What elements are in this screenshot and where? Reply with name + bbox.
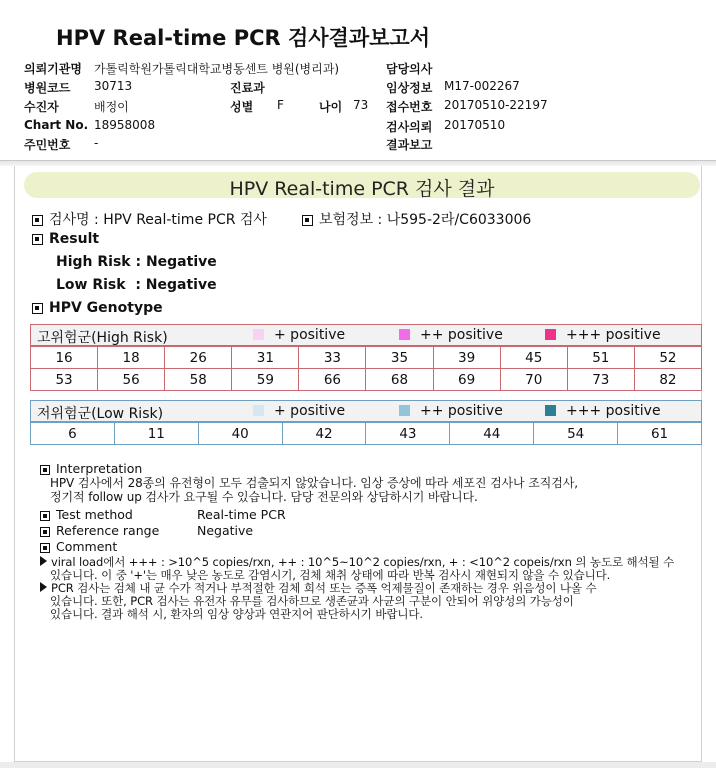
interpretation-line: 정기적 follow up 검사가 요구될 수 있습니다. 담당 전문의와 상담하시기 바랍니다. [50,490,478,504]
age-label: 나이 [319,100,343,114]
legend-swatch [253,405,264,416]
high-risk-caption: 고위험군(High Risk) [37,330,168,346]
comment-line: 있습니다. 결과 해석 시, 환자의 임상 양상과 연관지어 판단하시기 바랍니다. [50,607,423,621]
recipient-value: 배정이 [94,100,129,114]
bullet-square-icon [40,527,50,537]
triangle-bullet-icon [40,556,47,566]
comment-line: 있습니다. 이 중 '+'는 매우 낮은 농도로 감염시기, 검체 채취 상태에 따라 반복 검사시 재현되지 않을 수 있습니다. [50,568,611,582]
comment-text: PCR 검사는 검체 내 균 수가 적거나 부적절한 검체 희석 또는 증폭 억제물질이 존재하는 경우 위음성이 나올 수 [51,581,597,595]
genotype-cell: 16 [31,347,98,369]
triangle-bullet-icon [40,582,47,592]
genotype-cell: 26 [165,347,232,369]
high-legend-plus [253,327,345,343]
bullet-square-icon [302,215,313,226]
request-label: 검사의뢰 [386,120,433,134]
report-header [0,0,716,160]
dept-label: 진료과 [230,81,265,95]
legend-swatch [545,405,556,416]
genotype-cell: 58 [165,369,232,391]
low-risk-caption: 저위험군(Low Risk) [37,406,164,422]
legend-swatch [399,405,410,416]
low-risk-result: Low Risk : Negative [56,277,217,293]
high-legend-plus2 [399,327,503,343]
bullet-square-icon [40,465,50,475]
genotype-cell: 40 [198,423,282,445]
code-label: 병원코드 [24,81,71,95]
high-legend-plus3 [545,327,661,343]
banner-title: HPV Real-time PCR 검사 결과 [229,178,495,200]
interpretation-heading [40,461,142,476]
test-name-value: HPV Real-time PCR 검사 [103,212,267,228]
age-value: 73 [353,98,369,112]
request-value: 20170510 [444,118,506,132]
genotype-cell: 66 [299,369,366,391]
comment-line: 있습니다. 또한, PCR 검사는 유전자 유무를 검사하므로 생존균과 사균의 구분이 안되어 위양성의 가능성이 [50,594,574,608]
genotype-cell: 54 [534,423,618,445]
genotype-cell: 43 [366,423,450,445]
result-heading-text: Result [49,231,100,247]
sex-value: F [277,98,284,112]
receipt-value: 20170510-22197 [444,98,548,112]
hospital-label: 의뢰기관명 [24,62,82,76]
genotype-cell: 31 [232,347,299,369]
high-risk-header [30,324,702,346]
genotype-cell: 42 [282,423,366,445]
genotype-cell: 33 [299,347,366,369]
doctor-label: 담당의사 [386,62,433,76]
test-name-line [32,209,267,229]
result-report-label: 결과보고 [386,138,433,152]
genotype-cell: 82 [634,369,701,391]
genotype-heading-text: HPV Genotype [49,300,163,316]
genotype-cell: 11 [114,423,198,445]
receipt-label: 접수번호 [386,100,433,114]
genotype-cell: 53 [31,369,98,391]
high-risk-table [30,346,702,391]
bullet-square-icon [32,215,43,226]
code-value: 30713 [94,79,133,93]
insurance-value: 나595-2라/C6033006 [386,212,532,228]
legend-label: +++ positive [566,403,661,419]
genotype-heading [32,300,163,316]
low-legend-plus [253,403,345,419]
comment-heading-text: Comment [56,539,118,554]
genotype-cell: 44 [450,423,534,445]
chart-value: 18958008 [94,118,156,132]
low-risk-table [30,422,702,445]
legend-swatch [545,329,556,340]
genotype-cell: 59 [232,369,299,391]
table-row [31,347,702,369]
insurance-line [302,209,531,229]
table-row [31,423,702,445]
genotype-cell: 18 [98,347,165,369]
low-legend-plus3 [545,403,661,419]
genotype-cell: 39 [433,347,500,369]
sex-label: 성별 [230,100,254,114]
result-banner [24,172,700,198]
genotype-cell: 69 [433,369,500,391]
genotype-cell: 56 [98,369,165,391]
report-title: HPV Real-time PCR 검사결과보고서 [56,26,430,50]
test-name-label: 검사명 : [49,212,99,228]
comment-text: viral load에서 +++ : >10^5 copies/rxn, ++ : 10^5~10^2 copies/rxn, + : <10^2 copeis/rxn 의 농도로 해석될 수 [51,555,675,569]
hospital-value: 가톨릭학원가톨릭대학교병동센트 병원(병리과) [94,62,340,76]
interpretation-heading-text: Interpretation [56,461,143,476]
low-risk-header [30,400,702,422]
high-risk-result: High Risk : Negative [56,254,217,270]
legend-label: ++ positive [420,403,503,419]
genotype-cell: 68 [366,369,433,391]
genotype-cell: 51 [567,347,634,369]
bullet-square-icon [32,234,43,245]
reference-value: Negative [197,523,254,538]
method-label: Test method [56,507,133,522]
bullet-square-icon [32,303,43,314]
reference-range-line [40,523,254,538]
genotype-cell: 45 [500,347,567,369]
genotype-cell: 61 [618,423,702,445]
genotype-cell: 70 [500,369,567,391]
rrn-label: 주민번호 [24,138,71,152]
genotype-cell: 6 [31,423,115,445]
result-heading [32,231,99,247]
legend-label: ++ positive [420,327,503,343]
reference-label: Reference range [56,523,160,538]
legend-label: + positive [274,327,346,343]
comment-heading [40,539,117,554]
bullet-square-icon [40,511,50,521]
clinical-value: M17-002267 [444,79,520,93]
table-row [31,369,702,391]
genotype-cell: 52 [634,347,701,369]
legend-label: +++ positive [566,327,661,343]
genotype-cell: 35 [366,347,433,369]
method-value: Real-time PCR [197,507,286,522]
chart-label: Chart No. [24,118,89,132]
legend-swatch [253,329,264,340]
clinical-label: 임상정보 [386,81,433,95]
low-legend-plus2 [399,403,503,419]
legend-label: + positive [274,403,346,419]
test-method-line [40,507,286,522]
genotype-cell: 73 [567,369,634,391]
interpretation-line: HPV 검사에서 28종의 유전형이 모두 검출되지 않았습니다. 임상 증상에 따라 세포진 검사나 조직검사, [50,476,578,490]
bottom-divider [0,762,716,768]
legend-swatch [399,329,410,340]
recipient-label: 수진자 [24,100,59,114]
rrn-value: - [94,136,99,150]
insurance-label: 보험정보 : [319,212,383,228]
bullet-square-icon [40,543,50,553]
